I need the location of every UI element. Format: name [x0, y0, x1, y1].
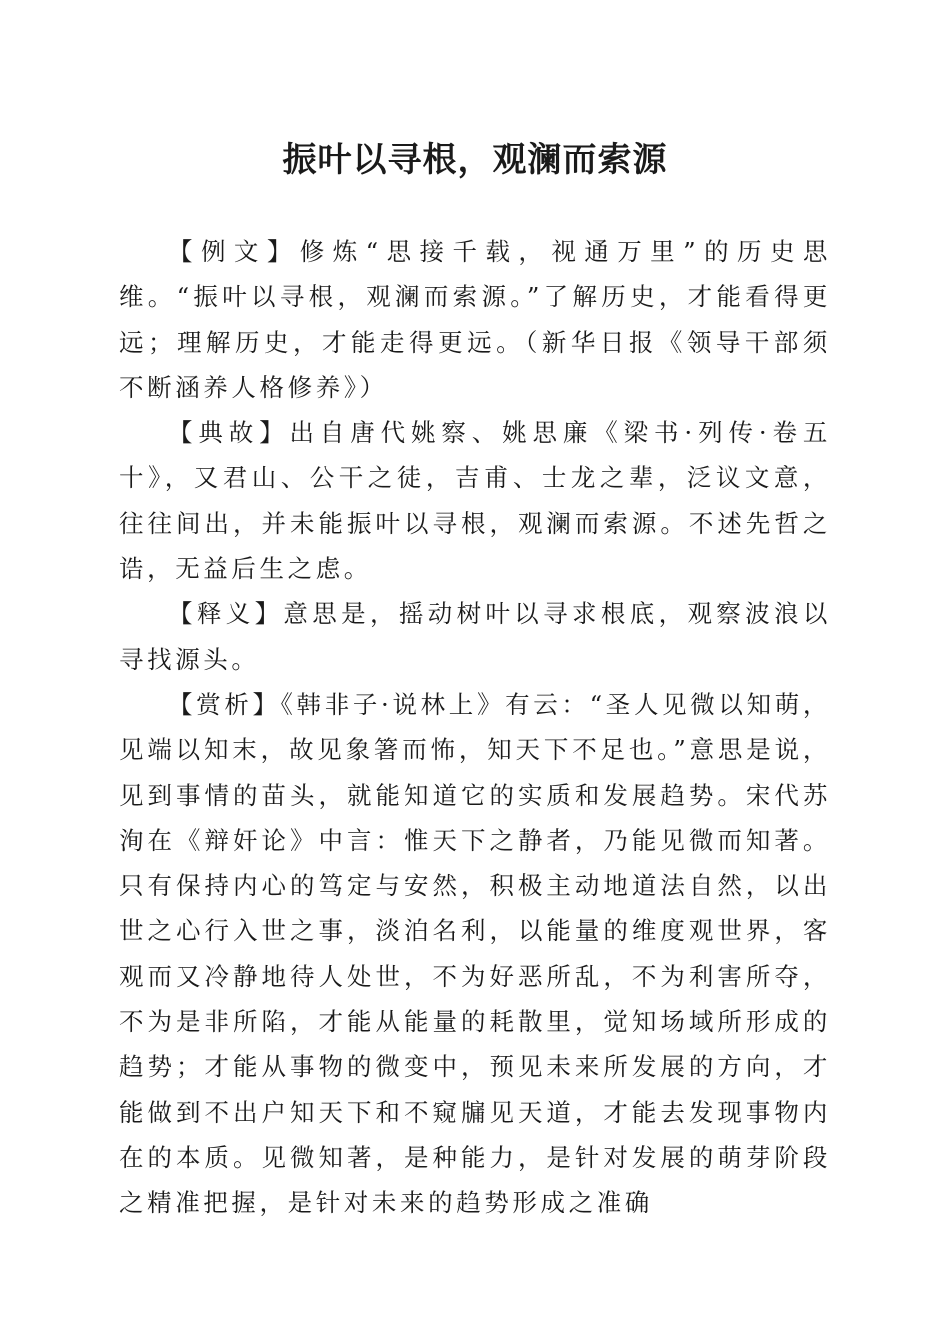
paragraph-allusion: 【典故】出自唐代姚察、姚思廉《梁书·列传·卷五十》，又君山、公干之徒，吉甫、士龙之辈，泛议文意，往往间出，并未能振叶以寻根，观澜而索源。不述先哲之诰，无益后生之虑。 — [119, 418, 831, 584]
document-body — [119, 229, 831, 1226]
paragraph-appreciation: 【赏析】《韩非子·说林上》有云：“圣人见微以知萌，见端以知末，故见象箸而怖，知天下不足也。”意思是说，见到事情的苗头，就能知道它的实质和发展趋势。宋代苏洵在《辩奸论》中言：惟天下之静者，乃能见微而知著。只有保持内心的笃定与安然，积极主动地道法自然，以出世之心行入世之事，淡泊名利，以能量的维度观世界，客观而又冷静地待人处世，不为好恶所乱，不为利害所夺，不为是非所陷，才能从能量的耗散里，觉知场域所形成的趋势；才能从事物的微变中，预见未来所发展的方向，才能做到不出户知天下和不窥牖见天道，才能去发现事物内在的本质。见微知著，是种能力，是针对发展的萌芽阶段之精准把握，是针对未来的趋势形成之准确 — [119, 689, 831, 1218]
paragraph-example: 【例文】修炼“思接千载，视通万里”的历史思维。“振叶以寻根，观澜而索源。”了解历史，才能看得更远；理解历史，才能走得更远。（新华日报《领导干部须不断涵养人格修养》） — [119, 237, 831, 402]
paragraph-meaning: 【释义】意思是，摇动树叶以寻求根底，观察波浪以寻找源头。 — [119, 599, 831, 674]
document-title: 振叶以寻根，观澜而索源 — [282, 140, 668, 180]
